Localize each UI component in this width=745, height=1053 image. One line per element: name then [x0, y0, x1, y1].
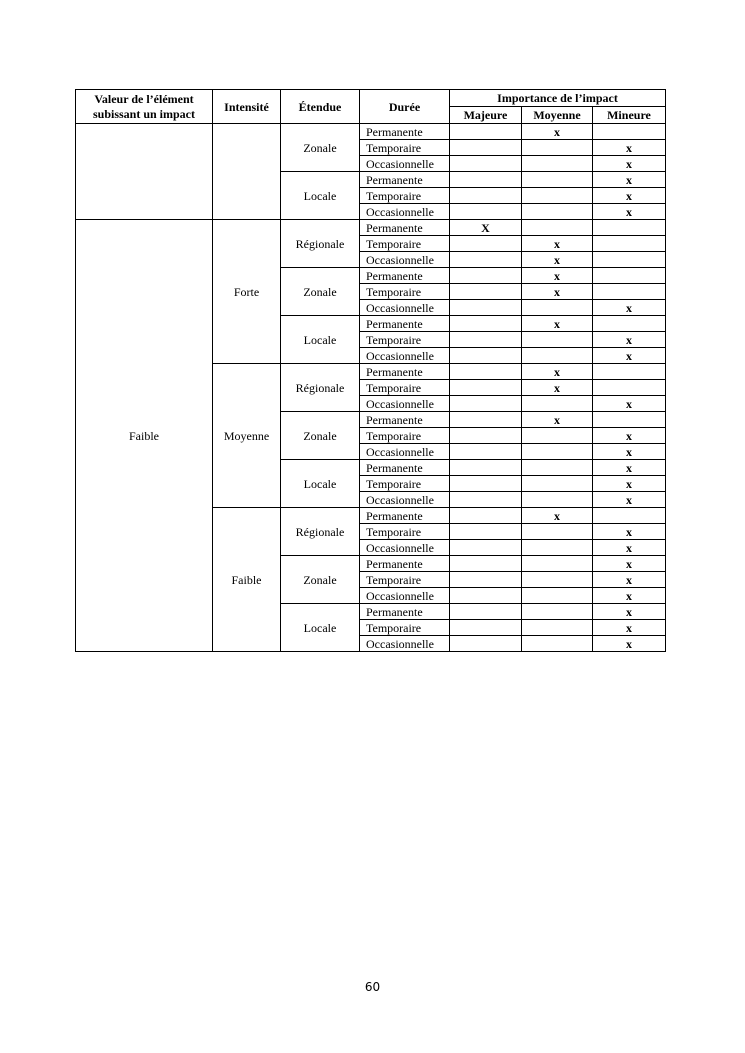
cell-duree: Temporaire — [360, 620, 450, 636]
cell-duree: Occasionnelle — [360, 252, 450, 268]
cell-majeure — [450, 620, 522, 636]
header-moyenne: Moyenne — [522, 107, 593, 124]
cell-etendue: Zonale — [281, 556, 360, 604]
cell-etendue: Régionale — [281, 364, 360, 412]
cell-intensite: Faible — [213, 508, 281, 652]
cell-moyenne — [522, 220, 593, 236]
cell-mineure: x — [593, 476, 666, 492]
cell-duree: Permanente — [360, 364, 450, 380]
cell-duree: Occasionnelle — [360, 636, 450, 652]
cell-majeure — [450, 316, 522, 332]
cell-majeure — [450, 348, 522, 364]
cell-duree: Temporaire — [360, 524, 450, 540]
cell-moyenne — [522, 396, 593, 412]
cell-mineure — [593, 268, 666, 284]
cell-majeure — [450, 380, 522, 396]
cell-duree: Permanente — [360, 556, 450, 572]
cell-majeure — [450, 396, 522, 412]
cell-moyenne — [522, 332, 593, 348]
cell-majeure — [450, 156, 522, 172]
cell-mineure: x — [593, 172, 666, 188]
cell-valeur — [76, 124, 213, 220]
cell-moyenne: x — [522, 252, 593, 268]
impact-importance-table — [75, 89, 666, 652]
cell-moyenne — [522, 588, 593, 604]
cell-etendue: Régionale — [281, 220, 360, 268]
cell-mineure: x — [593, 332, 666, 348]
cell-mineure: x — [593, 636, 666, 652]
cell-majeure — [450, 204, 522, 220]
cell-mineure: x — [593, 204, 666, 220]
cell-mineure — [593, 364, 666, 380]
cell-majeure — [450, 476, 522, 492]
cell-mineure: x — [593, 460, 666, 476]
cell-moyenne — [522, 156, 593, 172]
cell-duree: Occasionnelle — [360, 444, 450, 460]
cell-majeure — [450, 508, 522, 524]
cell-duree: Permanente — [360, 268, 450, 284]
cell-moyenne — [522, 460, 593, 476]
cell-mineure — [593, 236, 666, 252]
cell-majeure — [450, 556, 522, 572]
cell-duree: Temporaire — [360, 380, 450, 396]
cell-duree: Permanente — [360, 220, 450, 236]
header-majeure: Majeure — [450, 107, 522, 124]
cell-moyenne — [522, 476, 593, 492]
cell-mineure: x — [593, 156, 666, 172]
cell-majeure: X — [450, 220, 522, 236]
cell-majeure — [450, 124, 522, 140]
cell-moyenne — [522, 428, 593, 444]
cell-majeure — [450, 140, 522, 156]
cell-mineure: x — [593, 492, 666, 508]
cell-mineure: x — [593, 348, 666, 364]
cell-duree: Occasionnelle — [360, 300, 450, 316]
cell-duree: Temporaire — [360, 140, 450, 156]
cell-duree: Permanente — [360, 460, 450, 476]
cell-moyenne — [522, 188, 593, 204]
cell-duree: Temporaire — [360, 572, 450, 588]
cell-intensite — [213, 124, 281, 220]
cell-moyenne: x — [522, 412, 593, 428]
cell-duree: Temporaire — [360, 332, 450, 348]
cell-majeure — [450, 284, 522, 300]
cell-majeure — [450, 252, 522, 268]
cell-moyenne: x — [522, 284, 593, 300]
cell-moyenne — [522, 300, 593, 316]
cell-moyenne — [522, 492, 593, 508]
cell-majeure — [450, 540, 522, 556]
cell-mineure — [593, 380, 666, 396]
cell-majeure — [450, 492, 522, 508]
cell-moyenne — [522, 540, 593, 556]
header-importance: Importance de l’impact — [450, 90, 666, 107]
cell-majeure — [450, 572, 522, 588]
cell-intensite: Forte — [213, 220, 281, 364]
cell-majeure — [450, 300, 522, 316]
cell-majeure — [450, 236, 522, 252]
cell-moyenne: x — [522, 364, 593, 380]
cell-mineure: x — [593, 300, 666, 316]
header-etendue: Étendue — [281, 90, 360, 124]
cell-mineure: x — [593, 428, 666, 444]
cell-majeure — [450, 188, 522, 204]
cell-moyenne — [522, 348, 593, 364]
cell-duree: Permanente — [360, 172, 450, 188]
cell-mineure — [593, 412, 666, 428]
cell-duree: Occasionnelle — [360, 396, 450, 412]
cell-etendue: Locale — [281, 172, 360, 220]
header-duree: Durée — [360, 90, 450, 124]
table-row — [76, 220, 666, 236]
cell-duree: Occasionnelle — [360, 588, 450, 604]
cell-moyenne — [522, 556, 593, 572]
cell-duree: Occasionnelle — [360, 204, 450, 220]
cell-etendue: Locale — [281, 316, 360, 364]
cell-moyenne — [522, 204, 593, 220]
cell-moyenne — [522, 572, 593, 588]
cell-valeur: Faible — [76, 220, 213, 652]
cell-etendue: Locale — [281, 604, 360, 652]
cell-majeure — [450, 172, 522, 188]
cell-etendue: Zonale — [281, 412, 360, 460]
cell-duree: Temporaire — [360, 236, 450, 252]
cell-moyenne: x — [522, 316, 593, 332]
page-number: 60 — [364, 980, 381, 994]
cell-majeure — [450, 428, 522, 444]
cell-duree: Temporaire — [360, 476, 450, 492]
table-row — [76, 124, 666, 140]
cell-mineure: x — [593, 620, 666, 636]
cell-moyenne — [522, 524, 593, 540]
cell-majeure — [450, 604, 522, 620]
header-intensite: Intensité — [213, 90, 281, 124]
cell-mineure: x — [593, 572, 666, 588]
cell-moyenne: x — [522, 380, 593, 396]
cell-mineure — [593, 220, 666, 236]
cell-moyenne — [522, 444, 593, 460]
header-mineure: Mineure — [593, 107, 666, 124]
cell-mineure — [593, 124, 666, 140]
cell-mineure: x — [593, 396, 666, 412]
cell-intensite: Moyenne — [213, 364, 281, 508]
cell-majeure — [450, 524, 522, 540]
cell-duree: Temporaire — [360, 188, 450, 204]
cell-duree: Permanente — [360, 508, 450, 524]
cell-duree: Occasionnelle — [360, 348, 450, 364]
header-valeur: Valeur de l’élément subissant un impact — [76, 90, 213, 124]
cell-duree: Occasionnelle — [360, 540, 450, 556]
cell-mineure: x — [593, 604, 666, 620]
cell-mineure — [593, 252, 666, 268]
cell-moyenne — [522, 604, 593, 620]
cell-moyenne: x — [522, 268, 593, 284]
cell-duree: Temporaire — [360, 284, 450, 300]
cell-moyenne — [522, 620, 593, 636]
cell-majeure — [450, 460, 522, 476]
cell-duree: Permanente — [360, 412, 450, 428]
cell-etendue: Locale — [281, 460, 360, 508]
cell-majeure — [450, 332, 522, 348]
cell-mineure — [593, 508, 666, 524]
cell-moyenne: x — [522, 124, 593, 140]
cell-mineure: x — [593, 556, 666, 572]
cell-duree: Occasionnelle — [360, 492, 450, 508]
cell-moyenne: x — [522, 508, 593, 524]
cell-moyenne — [522, 172, 593, 188]
cell-mineure: x — [593, 540, 666, 556]
cell-moyenne: x — [522, 236, 593, 252]
cell-duree: Permanente — [360, 604, 450, 620]
cell-majeure — [450, 268, 522, 284]
cell-duree: Permanente — [360, 316, 450, 332]
cell-majeure — [450, 588, 522, 604]
cell-etendue: Régionale — [281, 508, 360, 556]
cell-majeure — [450, 364, 522, 380]
cell-mineure: x — [593, 524, 666, 540]
cell-mineure: x — [593, 188, 666, 204]
cell-duree: Permanente — [360, 124, 450, 140]
cell-mineure — [593, 316, 666, 332]
cell-mineure: x — [593, 588, 666, 604]
cell-moyenne — [522, 140, 593, 156]
cell-majeure — [450, 636, 522, 652]
cell-mineure — [593, 284, 666, 300]
cell-duree: Occasionnelle — [360, 156, 450, 172]
cell-etendue: Zonale — [281, 268, 360, 316]
cell-etendue: Zonale — [281, 124, 360, 172]
cell-majeure — [450, 444, 522, 460]
table-body — [76, 124, 666, 652]
cell-moyenne — [522, 636, 593, 652]
cell-duree: Temporaire — [360, 428, 450, 444]
cell-majeure — [450, 412, 522, 428]
cell-mineure: x — [593, 140, 666, 156]
cell-mineure: x — [593, 444, 666, 460]
